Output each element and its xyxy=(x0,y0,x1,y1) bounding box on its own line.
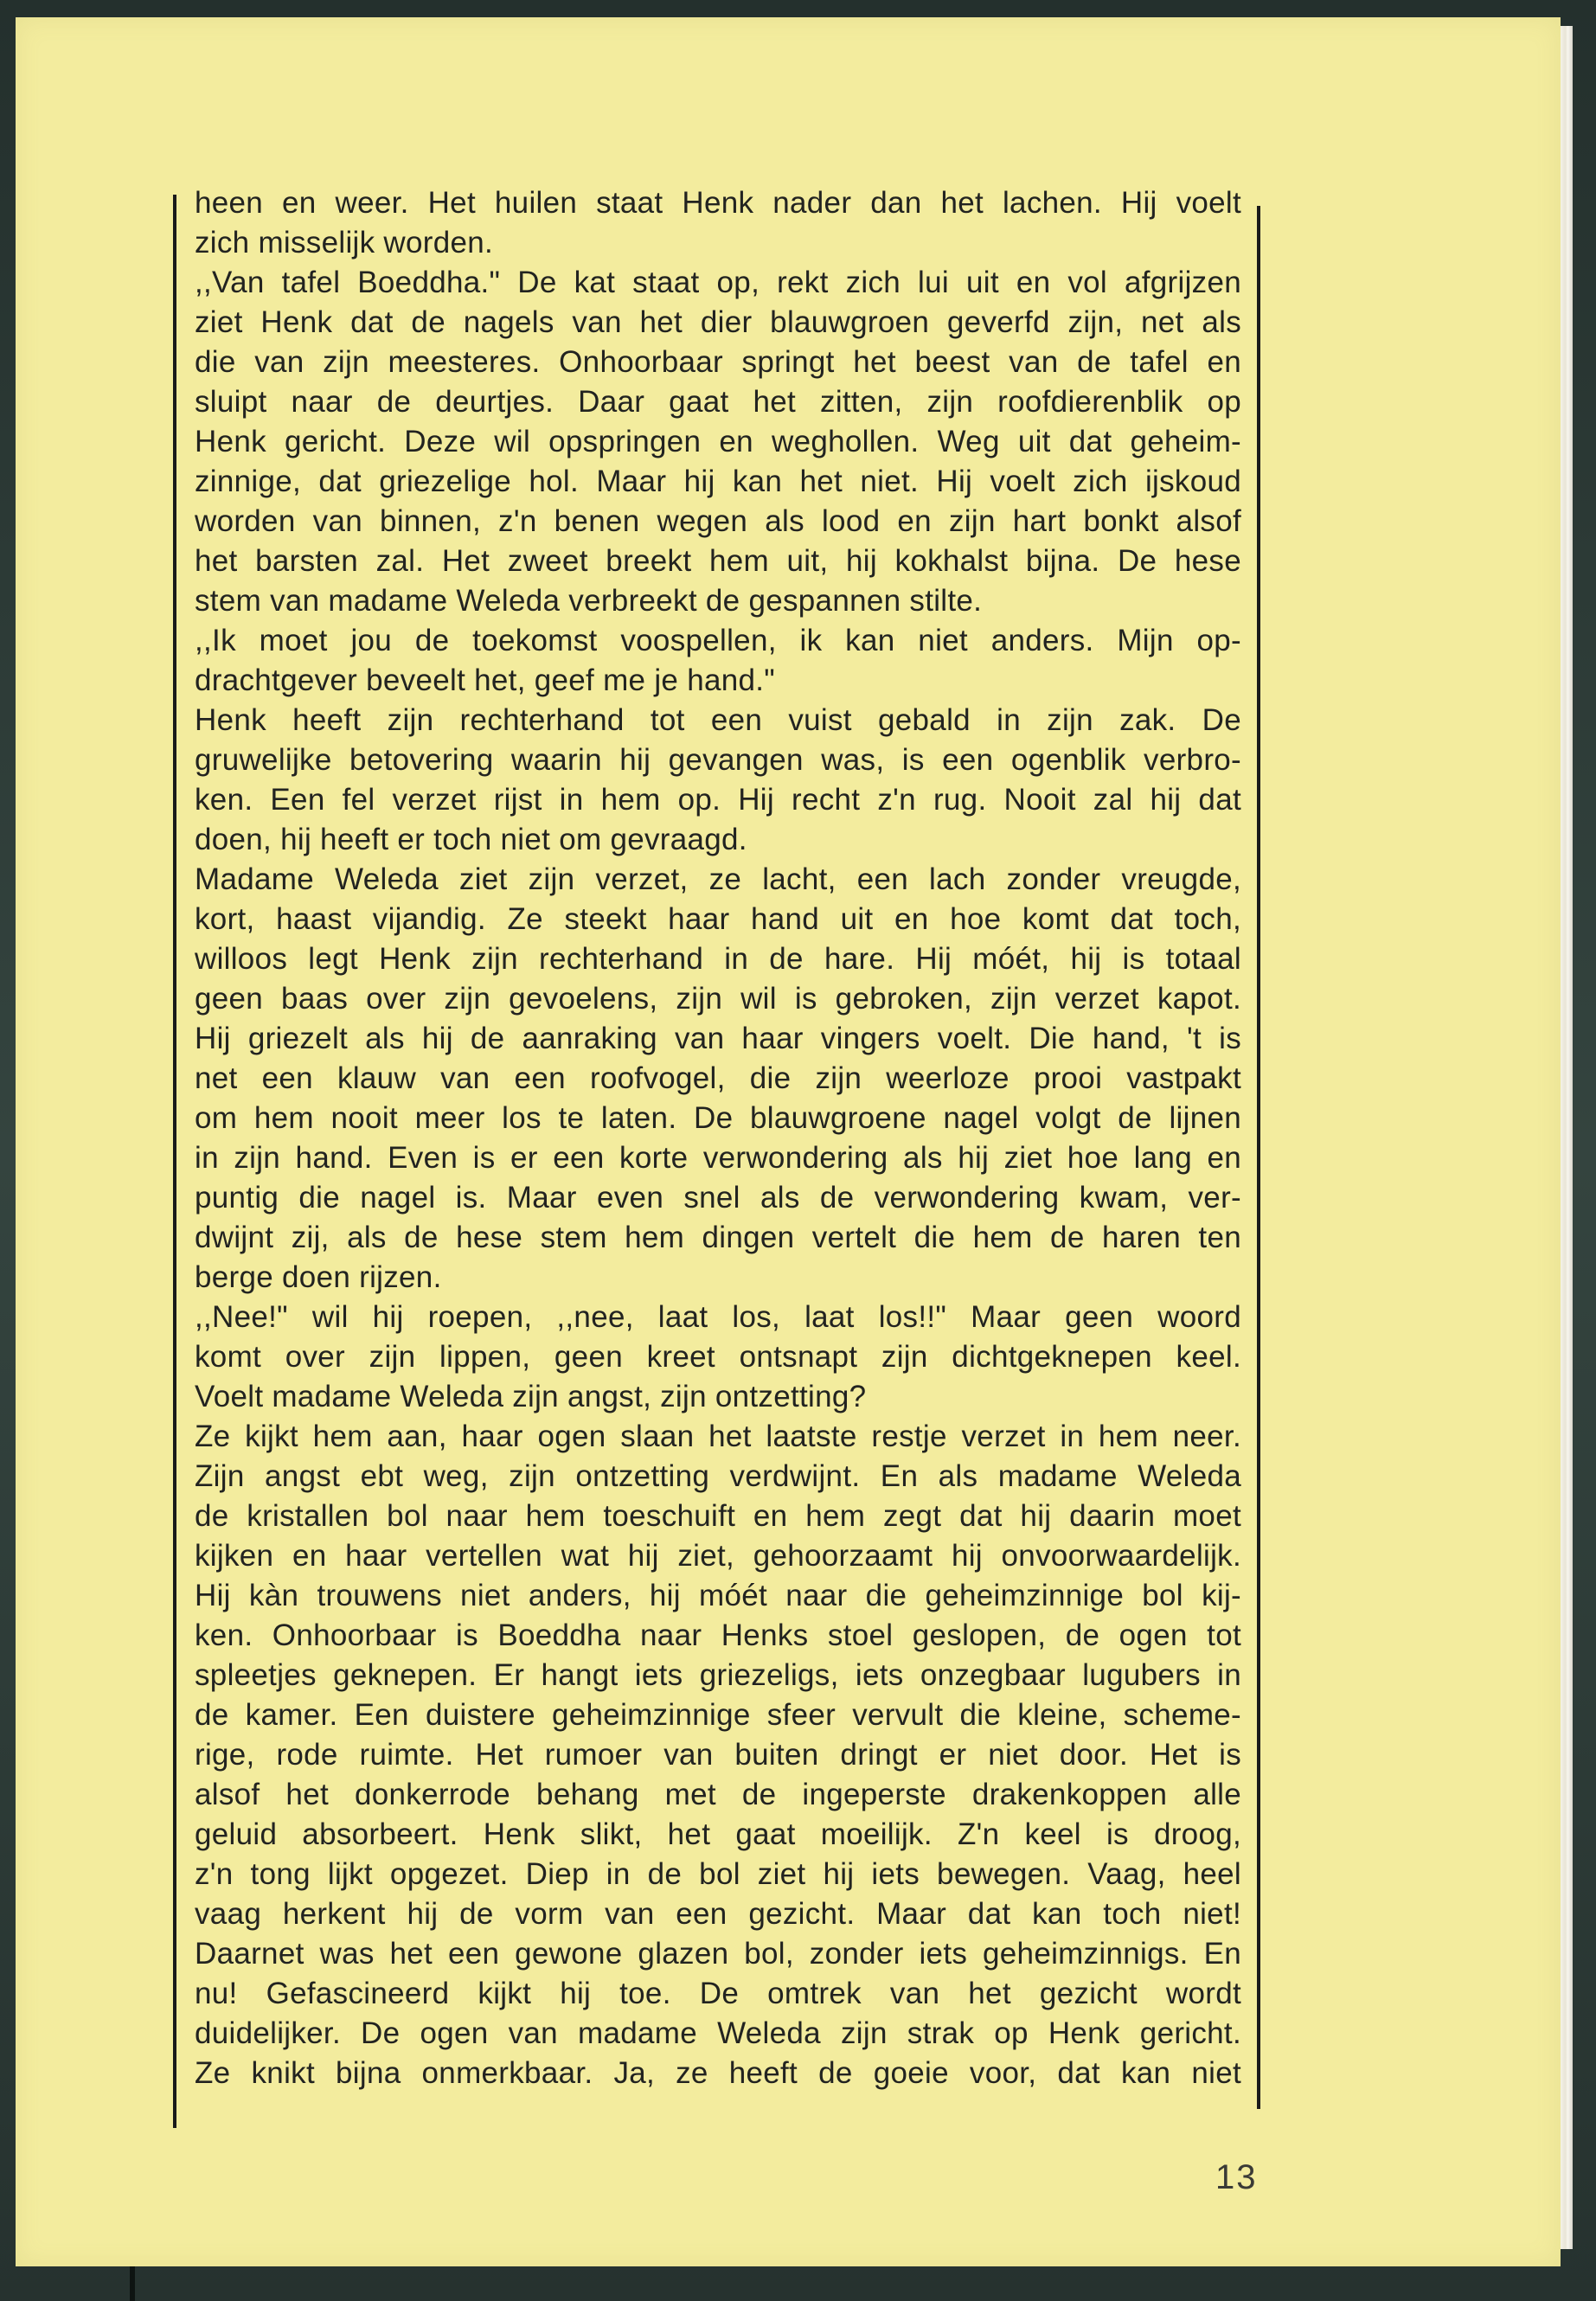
text-line: berge doen rijzen. xyxy=(195,1260,442,1294)
text-line: in zijn hand. Even is er een korte verwondering als hij ziet hoe lang en xyxy=(195,1141,1241,1175)
text-line: nu! Gefascineerd kijkt hij toe. De omtrek van het gezicht wordt xyxy=(195,1977,1241,2010)
text-line: rige, rode ruimte. Het rumoer van buiten dringt er niet door. Het is xyxy=(195,1738,1241,1772)
text-line: geluid absorbeert. Henk slikt, het gaat moeilijk. Z'n keel is droog, xyxy=(195,1817,1241,1851)
text-line: stem van madame Weleda verbreekt de gespannen stilte. xyxy=(195,584,983,618)
text-line: spleetjes geknepen. Er hangt iets griezeligs, iets onzegbaar lugubers in xyxy=(195,1658,1241,1692)
text-line: duidelijker. De ogen van madame Weleda zijn strak op Henk gericht. xyxy=(195,2016,1241,2050)
page-edge xyxy=(1561,26,1573,2249)
text-line: ,,Nee!" wil hij roepen, ,,nee, laat los, laat los!!" Maar geen woord xyxy=(195,1300,1241,1334)
text-line: het barsten zal. Het zweet breekt hem uit, hij kokhalst bijna. De hese xyxy=(195,544,1241,578)
text-line: komt over zijn lippen, geen kreet ontsnapt zijn dichtgeknepen keel. xyxy=(195,1340,1241,1374)
text-line: dwijnt zij, als de hese stem hem dingen vertelt die hem de haren ten xyxy=(195,1221,1241,1254)
text-line: zinnige, dat griezelige hol. Maar hij kan het niet. Hij voelt zich ijskoud xyxy=(195,465,1241,498)
body-text xyxy=(195,183,1241,2093)
text-line: heen en weer. Het huilen staat Henk nader dan het lachen. Hij voelt xyxy=(195,186,1241,220)
text-line: Zijn angst ebt weg, zijn ontzetting verdwijnt. En als madame Weleda xyxy=(195,1459,1241,1493)
text-line: Ze knikt bijna onmerkbaar. Ja, ze heeft de goeie voor, dat kan niet xyxy=(195,2056,1241,2090)
text-line: alsof het donkerrode behang met de ingeperste drakenkoppen alle xyxy=(195,1778,1241,1811)
text-line: ken. Een fel verzet rijst in hem op. Hij recht z'n rug. Nooit zal hij dat xyxy=(195,783,1241,817)
text-line: Henk heeft zijn rechterhand tot een vuist gebald in zijn zak. De xyxy=(195,703,1241,737)
text-line: Daarnet was het een gewone glazen bol, zonder iets geheimzinnigs. En xyxy=(195,1937,1241,1971)
text-line: z'n tong lijkt opgezet. Diep in de bol ziet hij iets bewegen. Vaag, heel xyxy=(195,1857,1241,1891)
text-line: de kristallen bol naar hem toeschuift en hem zegt dat hij daarin moet xyxy=(195,1499,1241,1533)
text-line: Madame Weleda ziet zijn verzet, ze lacht, een lach zonder vreugde, xyxy=(195,862,1241,896)
text-line: ,,Ik moet jou de toekomst voospellen, ik kan niet anders. Mijn op- xyxy=(195,624,1241,657)
scan-edge-mark xyxy=(130,2266,135,2301)
right-margin-bar xyxy=(1257,206,1260,2109)
text-line: willoos legt Henk zijn rechterhand in de hare. Hij móét, hij is totaal xyxy=(195,942,1241,976)
text-line: kort, haast vijandig. Ze steekt haar hand uit en hoe komt dat toch, xyxy=(195,902,1241,936)
text-line: puntig die nagel is. Maar even snel als de verwondering kwam, ver- xyxy=(195,1181,1241,1215)
text-line: worden van binnen, z'n benen wegen als lood en zijn hart bonkt alsof xyxy=(195,504,1241,538)
text-line: gruwelijke betovering waarin hij gevangen was, is een ogenblik verbro- xyxy=(195,743,1241,777)
text-line: Hij kàn trouwens niet anders, hij móét naar die geheimzinnige bol kij- xyxy=(195,1579,1241,1612)
text-line: drachtgever beveelt het, geef me je hand." xyxy=(195,663,776,697)
text-line: de kamer. Een duistere geheimzinnige sfeer vervult die kleine, scheme- xyxy=(195,1698,1241,1732)
text-line: net een klauw van een roofvogel, die zijn weerloze prooi vastpakt xyxy=(195,1061,1241,1095)
text-line: zich misselijk worden. xyxy=(195,226,494,260)
text-line: doen, hij heeft er toch niet om gevraagd. xyxy=(195,823,747,856)
text-line: ,,Van tafel Boeddha." De kat staat op, rekt zich lui uit en vol afgrijzen xyxy=(195,266,1241,299)
text-line: ken. Onhoorbaar is Boeddha naar Henks stoel geslopen, de ogen tot xyxy=(195,1618,1241,1652)
text-line: ziet Henk dat de nagels van het dier blauwgroen geverfd zijn, net als xyxy=(195,305,1241,339)
text-line: die van zijn meesteres. Onhoorbaar springt het beest van de tafel en xyxy=(195,345,1241,379)
text-line: Henk gericht. Deze wil opspringen en weghollen. Weg uit dat geheim- xyxy=(195,425,1241,458)
text-line: kijken en haar vertellen wat hij ziet, gehoorzaamt hij onvoorwaardelijk. xyxy=(195,1539,1241,1573)
page-number: 13 xyxy=(1215,2158,1258,2196)
left-margin-bar xyxy=(173,195,176,2128)
text-line: Hij griezelt als hij de aanraking van haar vingers voelt. Die hand, 't is xyxy=(195,1022,1241,1055)
text-line: sluipt naar de deurtjes. Daar gaat het zitten, zijn roofdierenblik op xyxy=(195,385,1241,419)
text-line: Voelt madame Weleda zijn angst, zijn ontzetting? xyxy=(195,1380,867,1413)
text-line: om hem nooit meer los te laten. De blauwgroene nagel volgt de lijnen xyxy=(195,1101,1241,1135)
text-line: geen baas over zijn gevoelens, zijn wil is gebroken, zijn verzet kapot. xyxy=(195,982,1241,1016)
text-line: vaag herkent hij de vorm van een gezicht. Maar dat kan toch niet! xyxy=(195,1897,1241,1931)
text-line: Ze kijkt hem aan, haar ogen slaan het laatste restje verzet in hem neer. xyxy=(195,1420,1241,1453)
